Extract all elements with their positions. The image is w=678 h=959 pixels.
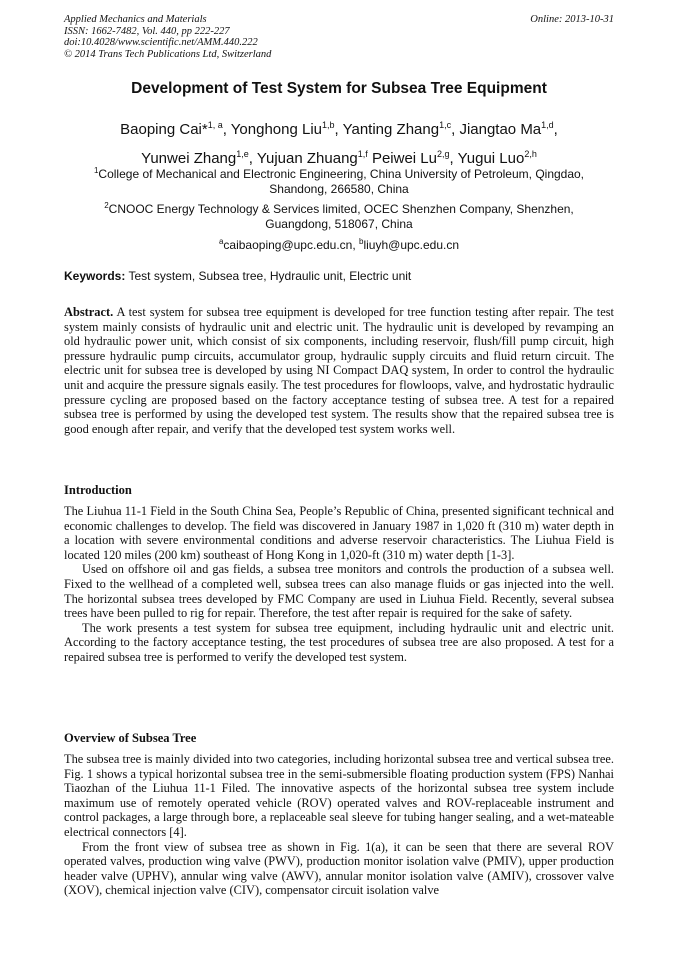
author-name: Jiangtao Ma [459, 121, 542, 138]
keywords-label: Keywords: [64, 269, 126, 283]
overview-body [64, 752, 614, 898]
paper-title: Development of Test System for Subsea Tree Equipment [131, 80, 547, 97]
author-sup: 1,c [439, 120, 452, 130]
email-line [64, 234, 614, 253]
affiliation-line: Shandong, 266580, China [269, 182, 409, 196]
abstract-label: Abstract. [64, 305, 114, 319]
introduction-body [64, 504, 614, 665]
author-sup: 1,f [357, 149, 368, 159]
author-name: Yujuan Zhuang [256, 150, 358, 167]
author-list: Baoping Cai*$^{1, a}$, Yonghong Liu$^{1,b}$, Yanting Zhang$^{1,c}$, Jiangtao Ma$^{1,d}$, Yunwei Zhang$^{1,e}$, Yujuan Zhuang$^{1,f}$ Peiwei Lu$^{2,g}$, Yugui Luo$^{2,h}$ [120, 120, 558, 167]
author-sup: 2,g [436, 149, 450, 159]
paragraph: The subsea tree is mainly divided into two categories, including horizontal subsea tree and vertical subsea tree. Fig. 1 shows a typical horizontal subsea tree in the semi-submersible floating production system (FPS) Nanhai Tiaozhan of the Liuhua 11-1 Filed. The innovative aspects of the horizontal subsea tree system include maximum use of remotely operated vehicle (ROV) operated valves and ROV-replaceable instrument and control packages, a large through bore, a replaceable seal sleeve for tubing hanger sealing, and a wet-mateable electrical connectors [4]. [64, 752, 614, 839]
paragraph: The Liuhua 11-1 Field in the South China Sea, People’s Republic of China, presented significant technical and economic challenges to develop. The field was discovered in January 1987 in 1,020 ft (310 m) water depth in a location with severe environmental conditions and adverse reservoir characteristics. The Liuhua Field is located 120 miles (200 km) southeast of Hong Kong in 1,020-ft (310 m) water depth [1-3]. [64, 504, 614, 562]
author-sup: 1,d [541, 120, 554, 130]
journal-name: Applied Mechanics and Materials [64, 14, 207, 25]
section-heading-overview: Overview of Subsea Tree [64, 731, 197, 745]
abstract [64, 305, 614, 436]
affiliation-line: College of Mechanical and Electronic Engineering, China University of Petroleum, Qingdao, [98, 167, 585, 181]
affiliation-sup: 2 [104, 201, 109, 210]
keywords [64, 269, 411, 283]
copyright-line: © 2014 Trans Tech Publications Ltd, Switzerland [64, 48, 272, 60]
author-sup: 1, a [207, 120, 223, 130]
author-sup: 2,h [524, 149, 537, 159]
author-name: Yanting Zhang [342, 121, 440, 138]
author-name: Yugui Luo [457, 150, 525, 167]
issn-line: ISSN: 1662-7482, Vol. 440, pp 222-227 [64, 25, 230, 37]
affiliation-sup: 1 [93, 166, 99, 175]
affiliation-line: CNOOC Energy Technology & Services limited, OCEC Shenzhen Company, Shenzhen, [108, 202, 574, 216]
abstract-text: A test system for subsea tree equipment is developed for tree function testing after repair. The test system mainly consists of hydraulic unit and electric unit. The hydraulic unit is developed by revamping an old hydraulic power unit, which consist of six components, including reservoir, flush/fill pump circuit, high pressure hydraulic pump circuits, accumulator group, hydraulic supply circuits and fluid return circuit. The electric unit for subsea tree is developed by using NI Compact DAQ system, In order to control the hydraulic unit and acquire the pressure signals easily. The test procedures for flowloops, valve, and hydrostatic hydraulic pressure cycling are proposed based on the factory acceptance testing of subsea tree. A test for a repaired subsea tree is performed by using the developed test system. The results show that the repaired subsea tree is good enough after repair, and verify that the developed test system works well. [64, 305, 614, 436]
email-sup: a [218, 237, 224, 246]
paragraph: From the front view of subsea tree as shown in Fig. 1(a), it can be seen that there are several ROV operated valves, production wing valve (PWV), production monitor isolation valve (PMIV), upper production header valve (UPHV), annular wing valve (AWV), annular monitor isolation valve (AMIV), crossover valve (XOV), chemical injection valve (CIV), compensator circuit isolation valve [64, 839, 614, 898]
online-date: Online: 2013-10-31 [530, 14, 614, 25]
affiliation-line: Guangdong, 518067, China [265, 217, 413, 231]
email-sup: b [359, 237, 364, 246]
paragraph: Used on offshore oil and gas fields, a subsea tree monitors and controls the production of a subsea well. Fixed to the wellhead of a completed well, subsea trees can also manage fluids or gas injected into the well. The horizontal subsea trees developed by FMC Company are used in Liuhua Field. Recently, several subsea trees have been pulled to rig for repair. Therefore, the test after repair is required for the sake of safety. [64, 562, 614, 621]
section-heading-introduction: Introduction [64, 483, 132, 497]
author-sup: 1,b [322, 120, 335, 130]
affiliation-1 [64, 163, 614, 197]
paragraph: The work presents a test system for subsea tree equipment, including hydraulic unit and electric unit. According to the factory acceptance testing, the test procedures of subsea tree are also proposed. A test for a repaired subsea tree is performed to verify the developed test system. [64, 620, 614, 664]
author-name: Yonghong Liu [230, 121, 323, 138]
author-name: Peiwei Lu [371, 150, 437, 167]
affiliation-2 [64, 198, 614, 232]
journal-header [64, 14, 271, 60]
email-link[interactable]: liuyh@upc.edu.cn [363, 238, 460, 252]
author-name: Baoping Cai* [120, 121, 208, 138]
keywords-text: Test system, Subsea tree, Hydraulic unit, Electric unit [125, 269, 412, 283]
author-sup: 1,e [236, 149, 249, 159]
author-name: Yunwei Zhang [141, 150, 237, 167]
doi-line[interactable]: doi:10.4028/www.scientific.net/AMM.440.222 [64, 37, 258, 48]
email-link[interactable]: caibaoping@upc.edu.cn, [223, 238, 360, 252]
